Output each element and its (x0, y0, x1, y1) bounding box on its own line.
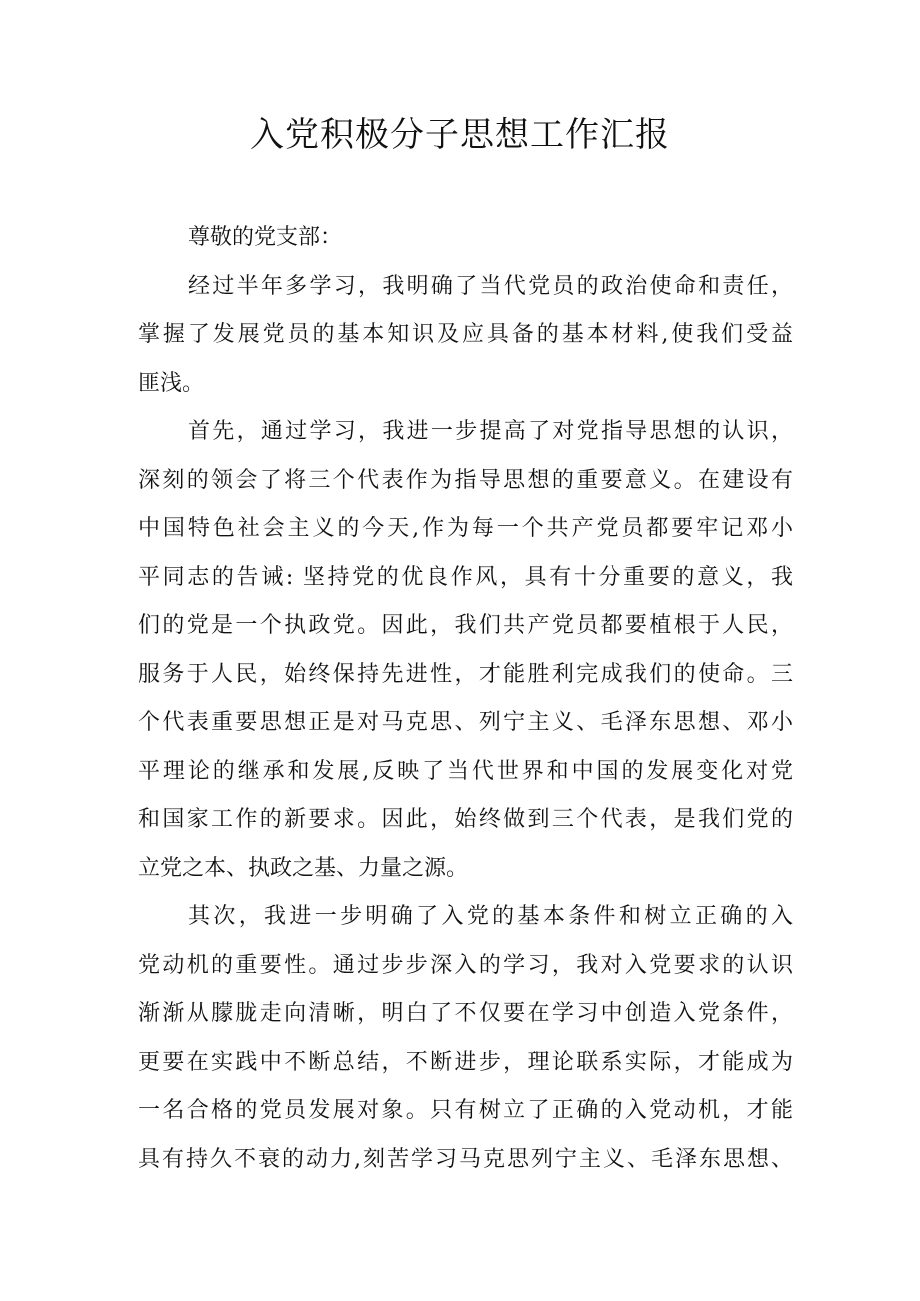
text-line: 深刻的领会了将三个代表作为指导思想的重要意义。在建设有 (138, 467, 793, 493)
text-line: 掌握了发展党员的基本知识及应具备的基本材料,使我们受益 (138, 322, 793, 347)
text-line: 渐渐从朦胧走向清晰，明白了不仅要在学习中创造入党条件， (138, 1001, 793, 1026)
text-line: 平同志的告诫: 坚持党的优良作风，具有十分重要的意义，我 (138, 564, 793, 590)
document-body (138, 214, 793, 1184)
text-line: 个代表重要思想正是对马克思、列宁主义、毛泽东思想、邓小 (138, 710, 793, 735)
text-line: 中国特色社会主义的今天,作为每一个共产党员都要牢记邓小 (138, 516, 793, 541)
text-line: 和国家工作的新要求。因此，始终做到三个代表，是我们党的 (138, 807, 793, 832)
text-line: 一名合格的党员发展对象。只有树立了正确的入党动机，才能 (138, 1098, 793, 1123)
document-title: 入党积极分子思想工作汇报 (250, 115, 670, 155)
text-line: 立党之本、执政之基、力量之源。 (138, 855, 469, 881)
text-line: 匪浅。 (138, 370, 205, 396)
text-line: 更要在实践中不断总结，不断进步，理论联系实际，才能成为 (138, 1049, 793, 1075)
text-line: 党动机的重要性。通过步步深入的学习，我对入党要求的认识 (138, 952, 793, 978)
text-line: 们的党是一个执政党。因此，我们共产党员都要植根于人民， (138, 613, 793, 638)
text-line: 其次，我进一步明确了入党的基本条件和树立正确的入 (188, 904, 793, 929)
text-line: 服务于人民，始终保持先进性，才能胜利完成我们的使命。三 (138, 661, 793, 687)
salutation: 尊敬的党支部： (188, 225, 343, 250)
text-line: 平理论的继承和发展,反映了当代世界和中国的发展变化对党 (138, 758, 793, 784)
text-line: 经过半年多学习，我明确了当代党员的政治使命和责任， (188, 273, 793, 299)
text-line: 具有持久不衰的动力,刻苦学习马克思列宁主义、毛泽东思想、 (138, 1146, 793, 1172)
text-line: 首先，通过学习，我进一步提高了对党指导思想的认识， (188, 419, 793, 444)
